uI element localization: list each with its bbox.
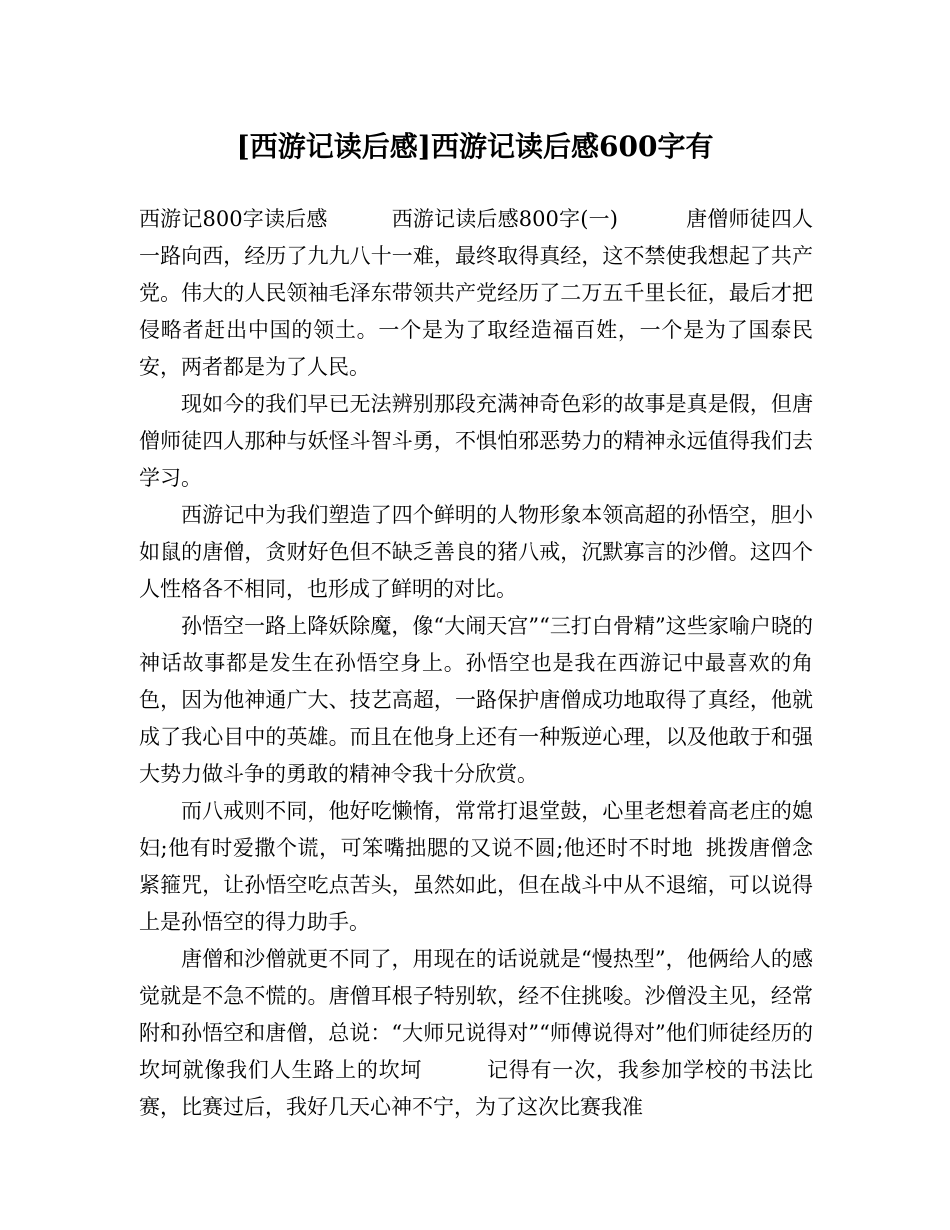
intro-subheading: 西游记读后感800字(一): [391, 207, 618, 231]
bajie-paragraph: [139, 793, 813, 941]
intro-text: 唐僧师徒四人一路向西，经历了九九八十一难，最终取得真经，这不禁使我想起了共产党。伟大的人民领袖毛泽东带领共产党经历了二万五千里长征，最后才把侵略者赶出中国的领土。一个是为了取经造福百姓，一个是为了国泰民安，两者都是为了人民。: [139, 207, 814, 379]
paragraph: 西游记中为我们塑造了四个鲜明的人物形象本领高超的孙悟空，胆小如鼠的唐僧，贪财好色但不缺乏善良的猪八戒，沉默寡言的沙僧。这四个人性格各不相同，也形成了鲜明的对比。: [139, 503, 813, 601]
last-text-2: 记得有一次，我参加学校的书法比赛，比赛过后，我好几天心神不宁，为了这次比赛我准: [139, 1058, 814, 1119]
document-body: [139, 201, 813, 1126]
last-paragraph: [139, 941, 813, 1126]
last-text-1: 唐僧和沙僧就更不同了，用现在的话说就是“慢热型”，他俩给人的感觉就是不急不慌的。唐僧耳根子特别软，经不住挑唆。沙僧没主见，经常附和孙悟空和唐僧，总说：“大师兄说得对”“师傅说得对”他们师徒经历的坎坷就像我们人生路上的坎坷: [139, 947, 813, 1082]
bajie-text-1: 而八戒则不同，他好吃懒惰，常常打退堂鼓，心里老想着高老庄的媳妇;他有时爱撒个谎，可笨嘴拙腮的又说不圆;他还时不时地: [139, 799, 813, 860]
document-title: [西游记读后感]西游记读后感600字有: [236, 130, 714, 163]
intro-paragraph: [139, 201, 813, 386]
paragraph: 现如今的我们早已无法辨别那段充满神奇色彩的故事是真是假，但唐僧师徒四人那种与妖怪斗智斗勇，不惧怕邪恶势力的精神永远值得我们去学习。: [139, 392, 813, 490]
intro-heading: 西游记800字读后感: [139, 207, 328, 231]
paragraph: 孙悟空一路上降妖除魔，像“大闹天宫”“三打白骨精”这些家喻户晓的神话故事都是发生在孙悟空身上。孙悟空也是我在西游记中最喜欢的角色，因为他神通广大、技艺高超，一路保护唐僧成功地取得了真经，他就成了我心目中的英雄。而且在他身上还有一种叛逆心理，以及他敢于和强大势力做斗争的勇敢的精神令我十分欣赏。: [139, 614, 813, 786]
bajie-text-2: 挑拨唐僧念紧箍咒，让孙悟空吃点苦头，虽然如此，但在战斗中从不退缩，可以说得上是孙悟空的得力助手。: [139, 836, 814, 934]
